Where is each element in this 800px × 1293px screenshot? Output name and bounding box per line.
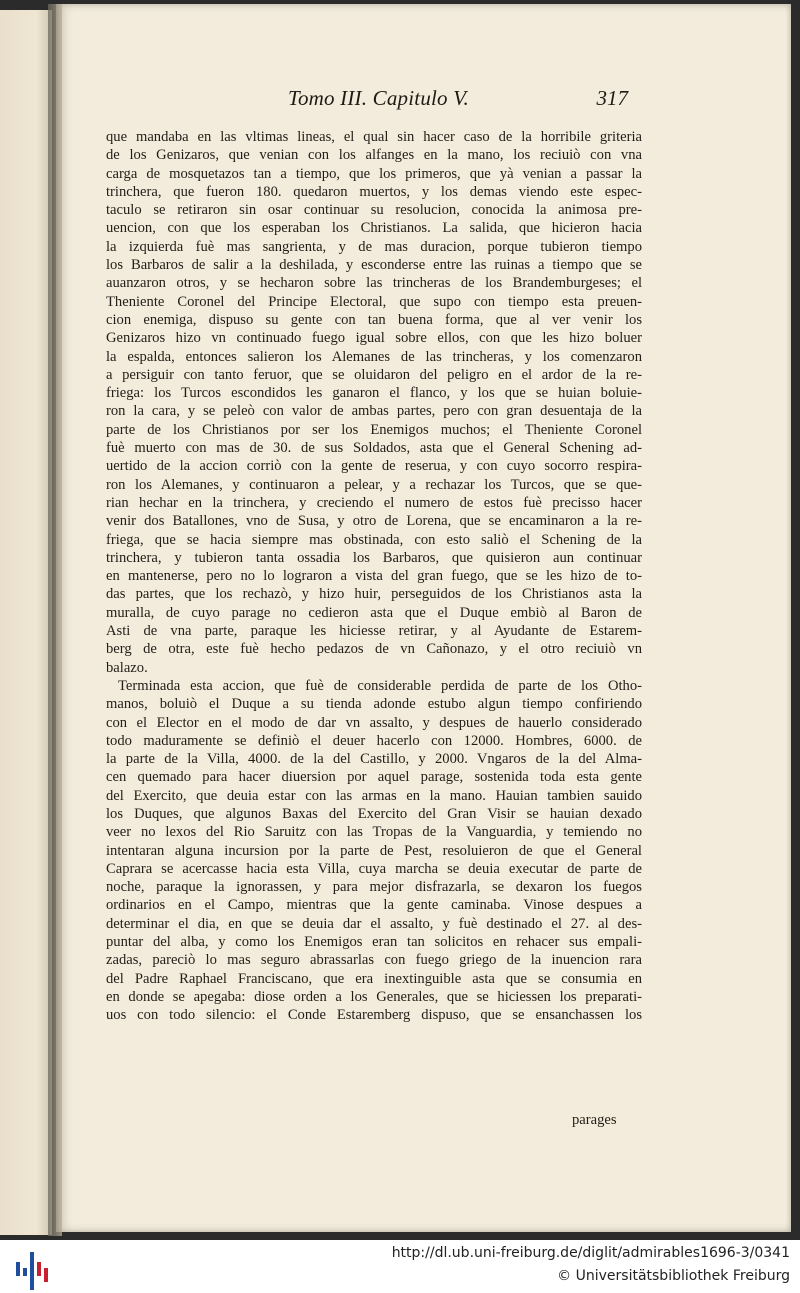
text-line: con el Elector en el modo de dar vn assalto, y despues de hauerlo considerado [106, 714, 642, 731]
copyright-notice: © Universitätsbibliothek Freiburg [557, 1268, 790, 1284]
text-line: todo maduramente se definiò el deuer hacerlo con 12000. Hombres, 6000. de [106, 732, 642, 749]
page-number: 317 [596, 86, 628, 110]
text-line: uencion, con que los esperaban los Christianos. La salida, que hicieron hacia [106, 220, 642, 237]
text-line: en donde se apegaba: diose orden a los Generales, que se hiciessen los preparati- [106, 988, 642, 1005]
text-line: la izquierda fuè mas sangrienta, y de mas duracion, porque tubieron tiempo [106, 238, 642, 255]
text-line: cion enemiga, dispuso su gente con tan buena forma, que al ver venir los [106, 311, 642, 328]
text-line: Genizaros hizo vn continuado fuego igual sobre ellos, con que les hizo boluer [106, 330, 642, 347]
text-line: puntar del alba, y como los Enemigos eran tan solicitos en rehacer sus empali- [106, 934, 642, 951]
text-line: trinchera, que fueron 180. quedaron muertos, y los demas viendo este espec- [106, 183, 642, 200]
text-line: que mandaba en las vltimas lineas, el qual sin hacer caso de la horribile griteria [106, 129, 642, 145]
gutter-shadow [48, 4, 62, 1236]
text-line: determinar el dia, en que se deuia dar el assalto, y fuè destinado el 27. al des- [106, 915, 642, 932]
facing-page-edge [0, 10, 52, 1235]
text-line: uos con todo silencio: el Conde Estaremberg dispuso, que se ensanchassen los [106, 1007, 642, 1024]
text-line: trinchera, y tubieron tanta ossadia los Barbaros, que quisieron aun continuar [106, 549, 642, 566]
text-line: ordinarios en el Campo, mientras que la gente caminaba. Vinose despues a [106, 897, 642, 914]
text-line: Terminada esta accion, que fuè de considerable perdida de parte de los Otho- [118, 677, 642, 694]
text-line: la parte de la Villa, 4000. de la del Castillo, y 2000. Vngaros de la del Alma- [106, 751, 642, 768]
running-header [288, 86, 628, 120]
text-line: manos, boluiò el Duque a su tienda adonde estubo algun tiempo confiriendo [106, 696, 642, 713]
text-line: taculo se retiraron sin osar continuar su resolucion, conocida la animosa pre- [106, 202, 642, 219]
footer-bar [0, 1240, 800, 1293]
text-line: a persiguir con tanto feruor, que se oluidaron del peligro en el ardor de la re- [106, 366, 642, 383]
text-line: veer no lexos del Rio Saruitz con las Tropas de la Vanguardia, y temiendo no [106, 824, 642, 841]
text-line: la espalda, entonces salieron los Alemanes de las trincheras, y los comenzaron [106, 348, 642, 365]
text-line: berg de otra, este fuè hecho pedazos de vn Cañonazo, y el otro reciuiò vn [106, 641, 642, 658]
text-line: los Duques, que algunos Baxas del Exercito del Gran Visir se hauian dexado [106, 805, 642, 822]
text-line: friega: los Turcos escondidos les ganaron el flanco, y los que se huian boluie- [106, 385, 642, 402]
text-line: uertido de la accion corriò con la gente de reserua, y con cuyo socorro respira- [106, 458, 642, 475]
text-line: Theniente Coronel del Principe Electoral, que supo con tiempo esta preuen- [106, 293, 642, 310]
text-line: intentaran alguna incursion por la parte de Pest, resoluieron de que el General [106, 842, 642, 859]
text-line: carga de mosquetazos tan a tiempo, que los primeros, que yà venian a passar la [106, 165, 642, 182]
text-line: Asti de vna parte, paraque les hiciesse retirar, y al Ayudante de Estarem- [106, 623, 642, 640]
text-line: en mantenerse, pero no lo lograron a vista del gran fuego, que se les hizo de to- [106, 568, 642, 585]
text-line: friega, que se hacia siempre mas obstinada, con esto saliò el Schening de la [106, 531, 642, 548]
text-line: balazo. [106, 659, 148, 676]
text-line: fuè muerto con mas de 30. de sus Soldados, asta que el General Schening ad- [106, 440, 642, 457]
text-line: ron los Alemanes, y continuaron a pelear, y a rechazar los Turcos, que se que- [106, 476, 642, 493]
text-line: muralla, de cuyo parage no cedieron asta que el Duque embiò al Baron de [106, 604, 642, 621]
text-line: zadas, pareciò lo mas seguro abrassarlas con fuego griego de la inuencion rara [106, 952, 642, 969]
permalink-link[interactable]: http://dl.ub.uni-freiburg.de/diglit/admirables1696-3/0341 [391, 1245, 790, 1261]
text-line: venir dos Batallones, vno de Susa, y otro de Lorena, que se encaminaron a la re- [106, 513, 642, 530]
library-logo-icon [10, 1246, 54, 1288]
text-line: ron la cara, y se peleò con valor de ambas partes, pero con gran desuentaja de la [106, 403, 642, 420]
text-line: de los Genizaros, que venian con los alfanges en la mano, los reciuiò con vna [106, 147, 642, 164]
text-line: del Padre Raphael Franciscano, que era inextinguible asta que se consumia en [106, 970, 642, 987]
text-line: rian hechar en la trinchera, y creciendo el numero de estos fuè precisso hacer [106, 494, 642, 511]
text-line: los Barbaros de salir a la deshilada, y esconderse entre las ruinas a tiempo que se [106, 257, 642, 274]
text-line: das partes, que los rechazò, y hizo huir, perseguidos de los Christianos asta la [106, 586, 642, 603]
text-line: auanzaron otros, y se hecharon sobre las trincheras de los Brandemburgeses; el [106, 275, 642, 292]
text-line: del Exercito, que deuia estar con las armas en la mano. Hauian tambien sauido [106, 787, 642, 804]
header-title: Tomo III. Capitulo V. [288, 86, 469, 110]
body-text [106, 128, 642, 1025]
text-line: parte de los Christianos por ser los Enemigos muchos; el Theniente Coronel [106, 421, 642, 438]
text-line: Caprara se acercasse hacia esta Villa, cuya marcha se deuia executar de parte de [106, 860, 642, 877]
catchword: parages [572, 1112, 617, 1128]
text-line: noche, paraque la ignorassen, y para mejor disfrazarla, se dexaron los fuegos [106, 879, 642, 896]
text-line: cen quemado para hacer diuersion por aquel parage, sostenida toda esta gente [106, 769, 642, 786]
